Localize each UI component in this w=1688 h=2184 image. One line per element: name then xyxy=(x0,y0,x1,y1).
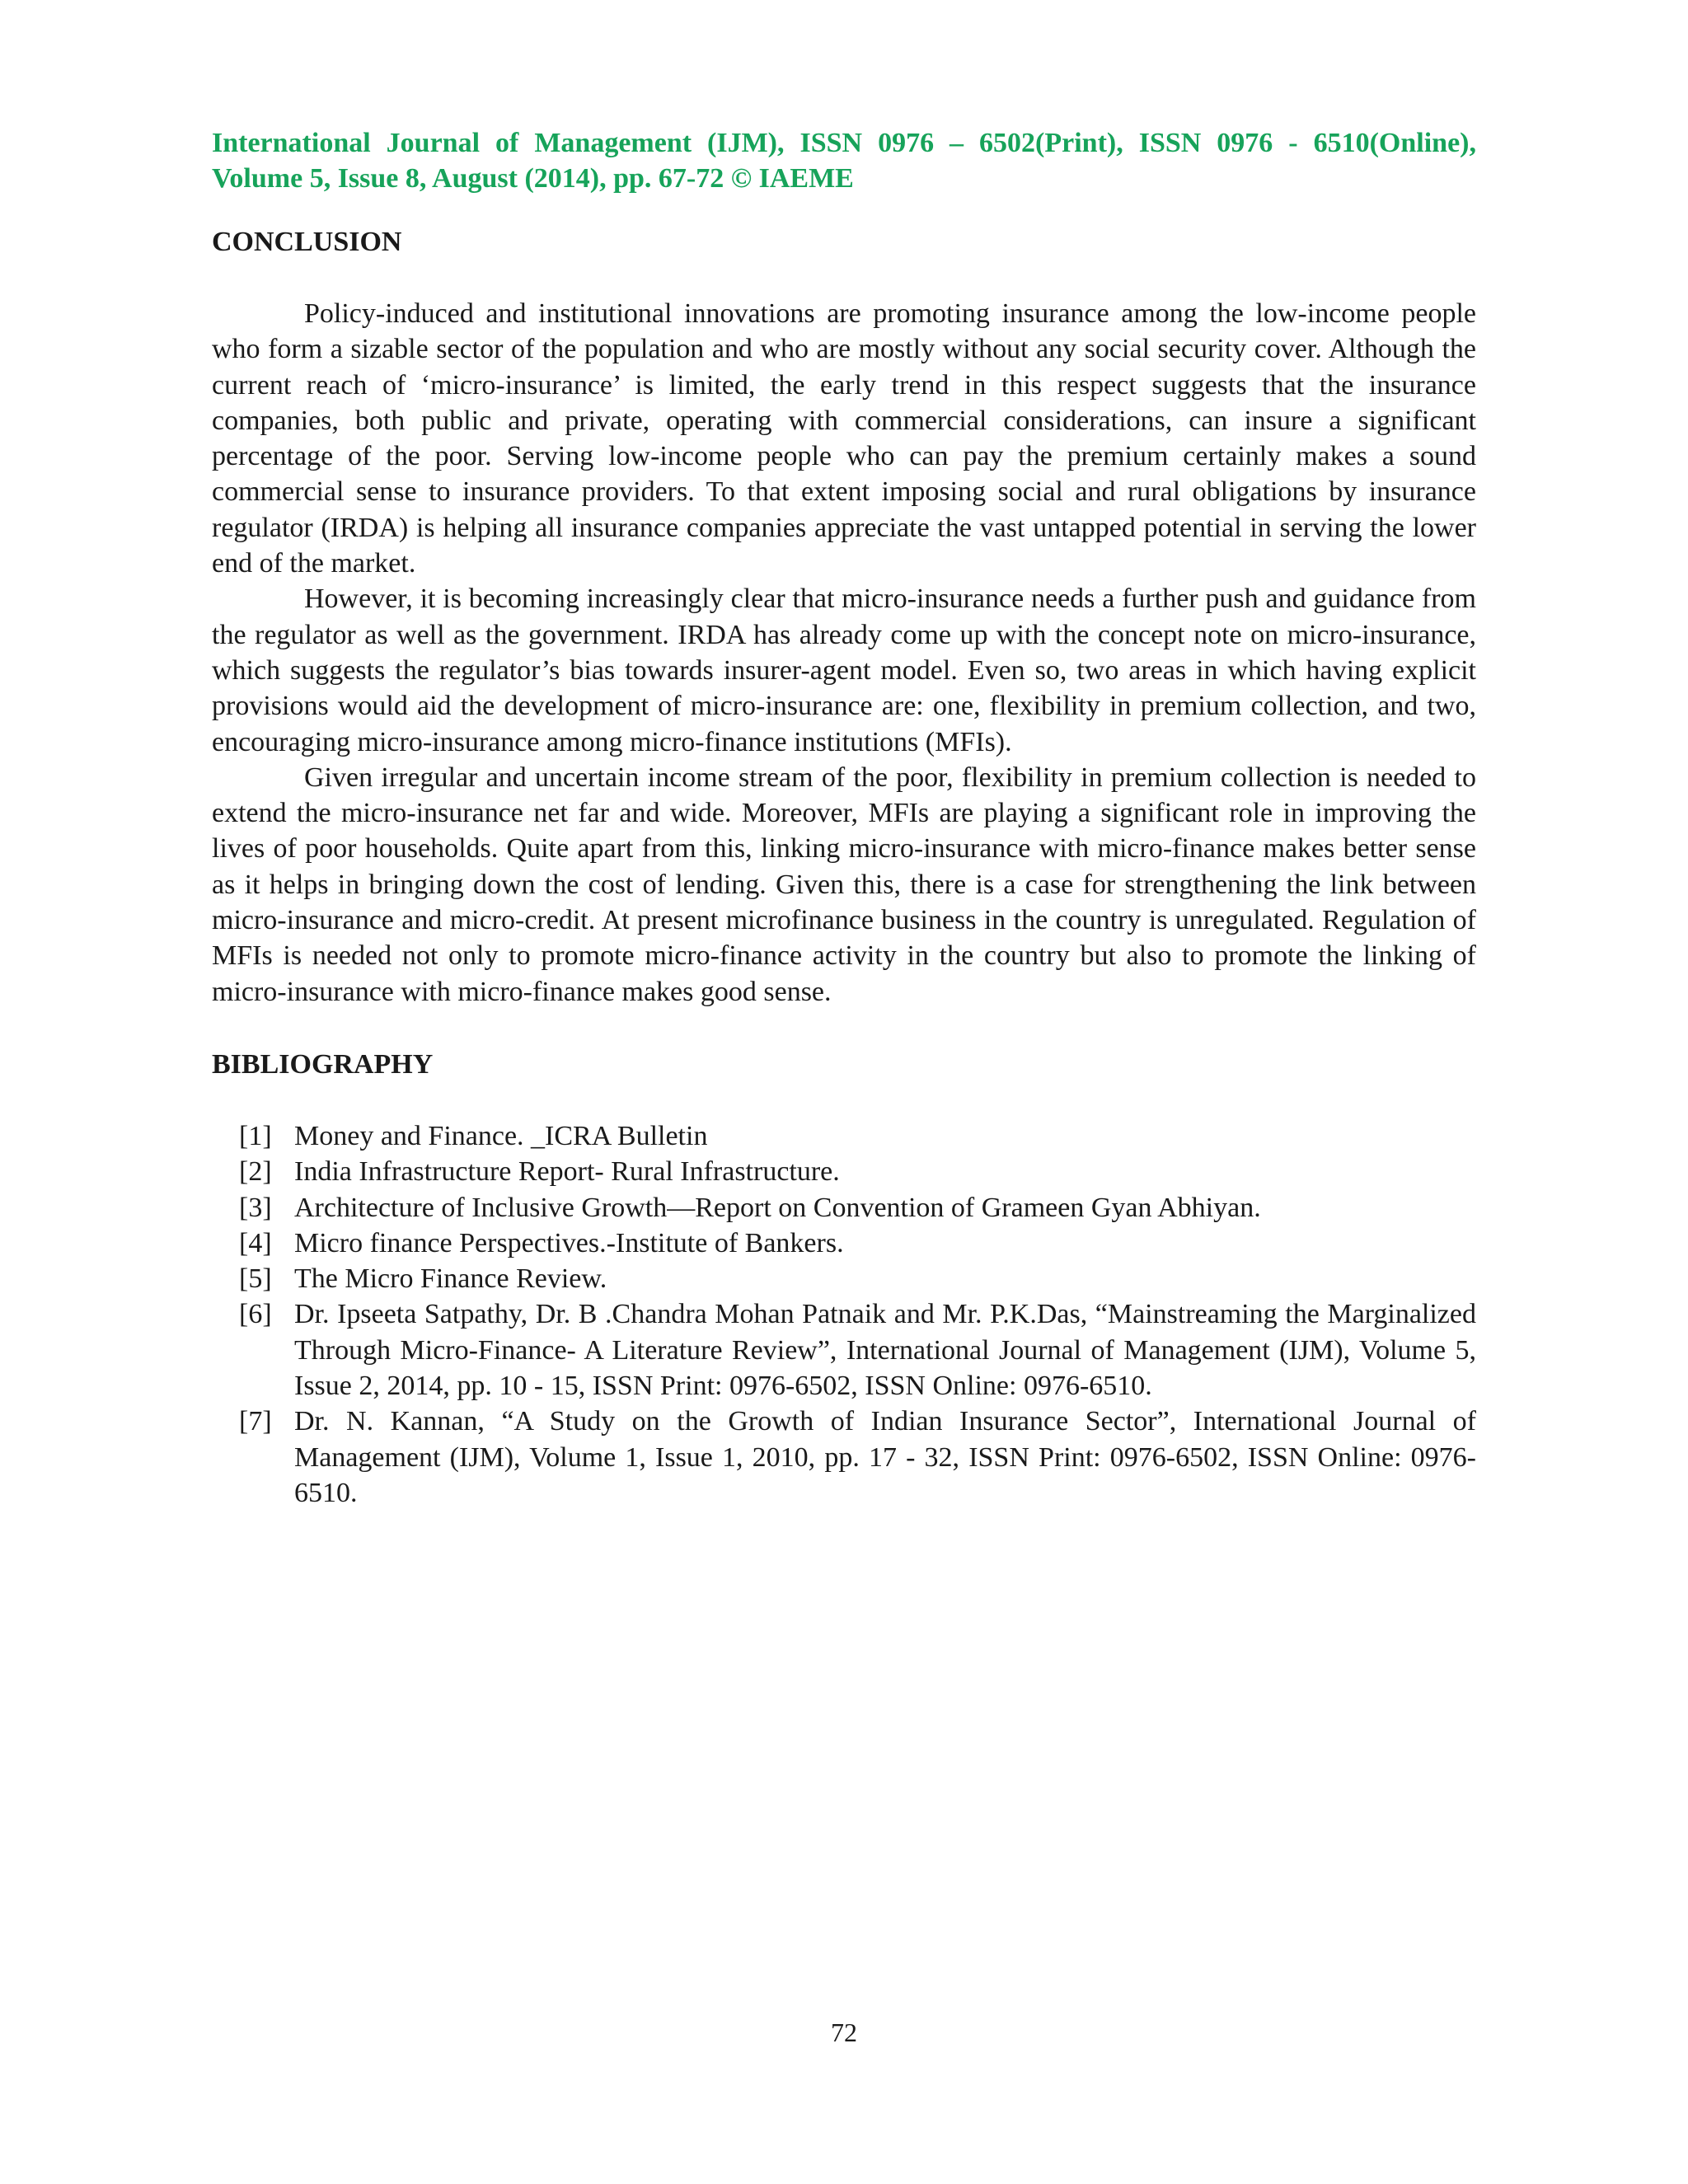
bibliography-item-number: [5] xyxy=(239,1263,272,1295)
bibliography-item-number: [6] xyxy=(239,1299,272,1330)
journal-header xyxy=(212,125,1476,196)
bibliography-heading: BIBLIOGRAPHY xyxy=(212,1048,434,1080)
conclusion-paragraph-3: Given irregular and uncertain income stream of the poor, flexibility in premium collection is needed to extend the micro-insurance net far and wide. Moreover, MFIs are playing a significant role in improving the lives of poor households. Quite apart from this, linking micro-insurance with micro-finance makes better sense as it helps in bringing down the cost of lending. Given this, there is a case for strengthening the link between micro-insurance and micro-credit. At present microfinance business in the country is unregulated. Regulation of MFIs is needed not only to promote micro-finance activity in the country but also to promote the linking of micro-insurance with micro-finance makes good sense. xyxy=(212,762,1476,1007)
bibliography-item xyxy=(212,1296,1476,1404)
bibliography-item xyxy=(212,1226,1476,1261)
page-content xyxy=(212,125,1476,1511)
bibliography-item-text: India Infrastructure Report- Rural Infrastructure. xyxy=(294,1156,840,1188)
conclusion-paragraph-2: However, it is becoming increasingly clear that micro-insurance needs a further push and guidance from the regulator as well as the government. IRDA has already come up with the concept note on micro-insurance, which suggests the regulator’s bias towards insurer-agent model. Even so, two areas in which having explicit provisions would aid the development of micro-insurance are: one, flexibility in premium collection, and two, encouraging micro-insurance among micro-finance institutions (MFIs). xyxy=(212,583,1476,757)
conclusion-body xyxy=(212,296,1476,1010)
bibliography-item-number: [2] xyxy=(239,1156,272,1188)
conclusion-heading: CONCLUSION xyxy=(212,227,402,257)
bibliography-item xyxy=(212,1261,1476,1296)
bibliography-item-number: [1] xyxy=(239,1120,272,1151)
bibliography-item-number: [3] xyxy=(239,1192,272,1223)
bibliography-item xyxy=(212,1154,1476,1189)
bibliography-item xyxy=(212,1404,1476,1511)
bibliography-item-number: [7] xyxy=(239,1406,272,1437)
bibliography-item-text: Architecture of Inclusive Growth—Report on Convention of Grameen Gyan Abhiyan. xyxy=(294,1192,1261,1223)
bibliography-item-text: Micro finance Perspectives.-Institute of Bankers. xyxy=(294,1227,844,1258)
bibliography-item-number: [4] xyxy=(239,1227,272,1258)
bibliography-list xyxy=(212,1118,1476,1511)
bibliography-item xyxy=(212,1190,1476,1226)
conclusion-paragraph-1: Policy-induced and institutional innovations are promoting insurance among the low-income people who form a sizable sector of the population and who are mostly without any social security cover. Although the current reach of ‘micro-insurance’ is limited, the early trend in this respect suggests that the insurance companies, both public and private, operating with commercial considerations, can insure a significant percentage of the poor. Serving low-income people who can pay the premium certainly makes a sound commercial sense to insurance providers. To that extent imposing social and rural obligations by insurance regulator (IRDA) is helping all insurance companies appreciate the vast untapped potential in serving the lower end of the market. xyxy=(212,298,1476,579)
bibliography-item-text: The Micro Finance Review. xyxy=(294,1263,607,1295)
bibliography-item-text: Dr. Ipseeta Satpathy, Dr. B .Chandra Mohan Patnaik and Mr. P.K.Das, “Mainstreaming the Marginalized Through Micro-Finance- A Literature Review”, International Journal of Management (IJM), Volume 5, Issue 2, 2014, pp. 10 - 15, ISSN Print: 0976-6502, ISSN Online: 0976-6510. xyxy=(294,1299,1476,1402)
bibliography-item-text: Dr. N. Kannan, “A Study on the Growth of Indian Insurance Sector”, International Journal of Management (IJM), Volume 1, Issue 1, 2010, pp. 17 - 32, ISSN Print: 0976-6502, ISSN Online: 0976-6510. xyxy=(294,1406,1476,1508)
bibliography-item-text: Money and Finance. _ICRA Bulletin xyxy=(294,1120,708,1151)
page-number: 72 xyxy=(831,2018,857,2047)
journal-header-line-2: Volume 5, Issue 8, August (2014), pp. 67-72 © IAEME xyxy=(212,163,854,194)
journal-header-line-1: International Journal of Management (IJM), ISSN 0976 – 6502(Print), ISSN 0976 - 6510(Online), xyxy=(212,128,1476,158)
bibliography-item xyxy=(212,1118,1476,1154)
